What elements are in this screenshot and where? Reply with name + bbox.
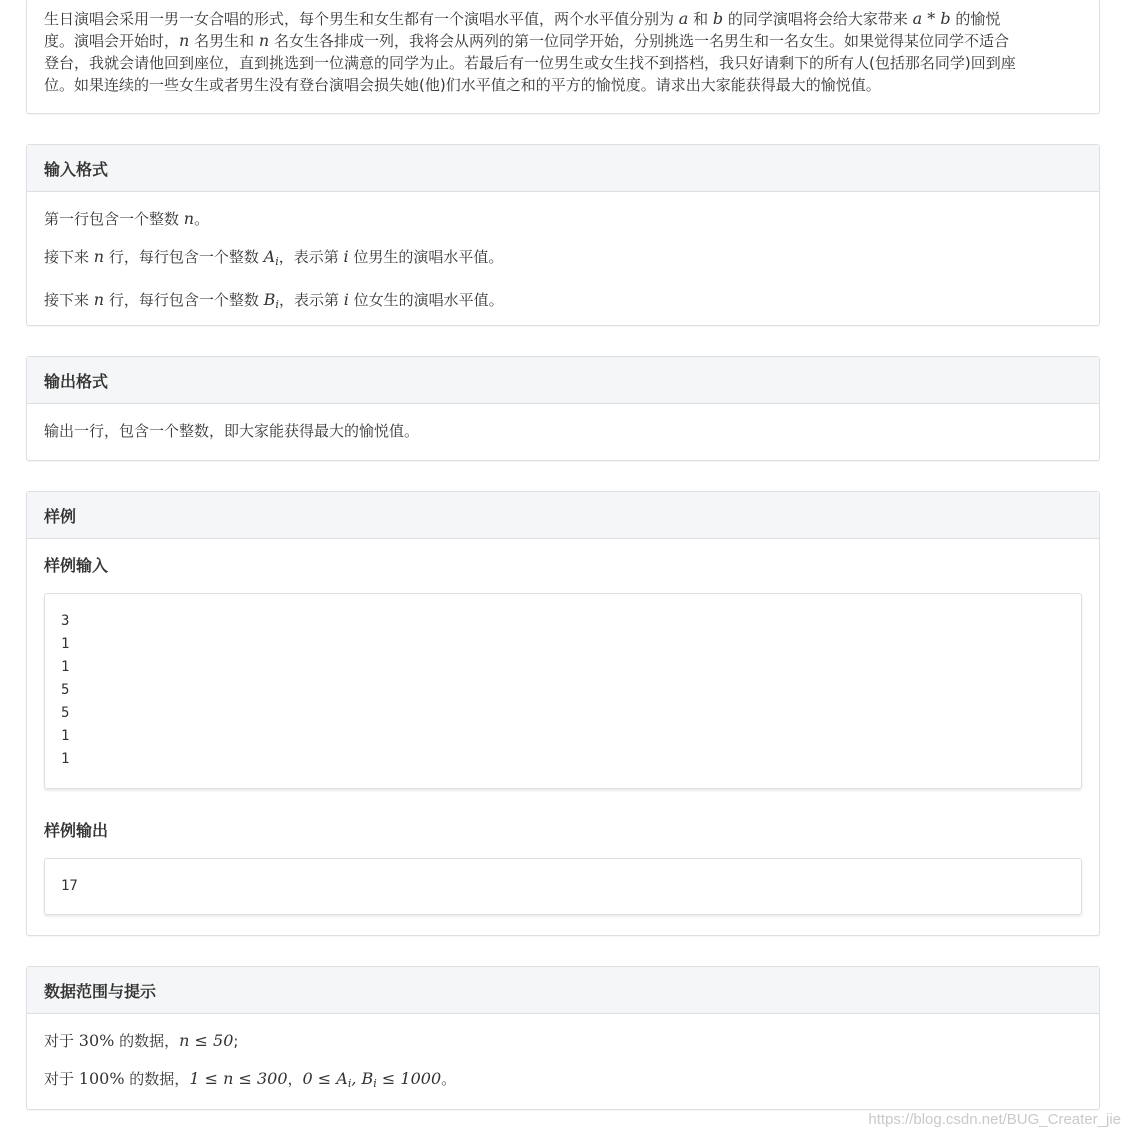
description-text: 登台，我就会请他回到座位，直到挑选到一位满意的同学为止。若最后有一位男生或女生找不到搭档，我只好请剩下的所有人(包括那名同学)回到座 xyxy=(44,54,1016,72)
math-le-1000: ≤ 1000 xyxy=(376,1069,442,1088)
constraints-panel xyxy=(26,966,1100,1110)
math-percent-30: 30% xyxy=(78,1031,115,1050)
math-subscript-i: i xyxy=(347,1077,352,1090)
input-format-text: ，表示第 xyxy=(278,248,344,266)
math-n: n xyxy=(93,290,105,309)
input-format-text: ，表示第 xyxy=(278,291,344,309)
math-B: , B xyxy=(351,1069,374,1088)
constraints-text: ， xyxy=(287,1070,303,1088)
math-n-range: 1 ≤ n ≤ 300 xyxy=(189,1069,288,1088)
input-format-line-1 xyxy=(44,208,1082,230)
math-subscript-i: i xyxy=(373,1077,377,1090)
input-format-text: 接下来 xyxy=(44,291,94,309)
description-line-4 xyxy=(44,74,1082,96)
constraints-line-1 xyxy=(44,1030,1082,1052)
constraints-text: 的数据， xyxy=(124,1070,190,1088)
description-text: 的同学演唱将会给大家带来 xyxy=(723,10,913,28)
sample-output-code[interactable]: 17 xyxy=(44,858,1082,915)
sample-panel xyxy=(26,491,1100,936)
math-n: n xyxy=(179,31,190,50)
description-text: 名女生各排成一列，我将会从两列的第一位同学开始，分别挑选一名男生和一名女生。如果觉得某位同学不适合 xyxy=(269,32,1009,50)
sample-input-code[interactable]: 3 1 1 5 5 1 1 xyxy=(44,593,1082,789)
output-format-panel xyxy=(26,356,1100,461)
description-line-2 xyxy=(44,30,1082,52)
output-format-title: 输出格式 xyxy=(27,357,1099,404)
description-text: 生日演唱会采用一男一女合唱的形式，每个男生和女生都有一个演唱水平值，两个水平值分别为 xyxy=(44,10,679,28)
math-i: i xyxy=(343,247,349,266)
math-i: i xyxy=(343,290,349,309)
description-text: 位。如果连续的一些女生或者男生没有登台演唱会损失她(他)们水平值之和的平方的愉悦度。请求出大家能获得最大的愉悦值。 xyxy=(44,76,881,94)
math-percent-100: 100% xyxy=(78,1069,125,1088)
description-text: 度。演唱会开始时， xyxy=(44,32,180,50)
math-A: A xyxy=(263,247,276,266)
math-A-range: 0 ≤ A xyxy=(302,1069,348,1088)
output-format-text: 输出一行，包含一个整数，即大家能获得最大的愉悦值。 xyxy=(44,422,420,440)
math-n: n xyxy=(258,31,270,50)
sample-output-title: 样例输出 xyxy=(44,821,109,840)
constraints-text: 。 xyxy=(441,1070,457,1088)
input-format-panel xyxy=(26,144,1100,326)
sample-input-title: 样例输入 xyxy=(44,556,109,575)
description-panel xyxy=(26,0,1100,114)
constraints-title: 数据范围与提示 xyxy=(27,967,1099,1014)
constraints-text: ; xyxy=(233,1032,239,1050)
input-format-text: 位女生的演唱水平值。 xyxy=(348,291,504,309)
math-n: n xyxy=(93,247,105,266)
input-format-text: 接下来 xyxy=(44,248,94,266)
input-format-title: 输入格式 xyxy=(27,145,1099,192)
input-format-line-2 xyxy=(44,246,1082,273)
description-text: 名男生和 xyxy=(189,32,259,50)
watermark: https://blog.csdn.net/BUG_Creater_jie xyxy=(868,1111,1121,1128)
input-format-text: 第一行包含一个整数 xyxy=(44,210,184,228)
description-text: 和 xyxy=(688,10,713,28)
description-line-1 xyxy=(44,8,1082,30)
math-b: b xyxy=(712,9,724,28)
input-format-text: 。 xyxy=(194,210,210,228)
math-n: n xyxy=(183,209,195,228)
math-B: B xyxy=(263,290,276,309)
description-text: 的愉悦 xyxy=(950,10,1001,28)
constraints-text: 对于 xyxy=(44,1070,79,1088)
constraints-line-2 xyxy=(44,1068,1082,1095)
input-format-line-3 xyxy=(44,289,1082,316)
input-format-text: 行，每行包含一个整数 xyxy=(104,291,264,309)
constraints-text: 的数据， xyxy=(114,1032,180,1050)
math-n-le-50: n ≤ 50 xyxy=(179,1031,234,1050)
math-a: a xyxy=(678,9,689,28)
input-format-text: 行，每行包含一个整数 xyxy=(104,248,264,266)
math-subscript-i: i xyxy=(275,255,279,268)
constraints-text: 对于 xyxy=(44,1032,79,1050)
description-line-3 xyxy=(44,52,1082,74)
input-format-text: 位男生的演唱水平值。 xyxy=(348,248,504,266)
math-subscript-i: i xyxy=(275,298,279,311)
math-a-times-b: a * b xyxy=(912,9,951,28)
sample-title: 样例 xyxy=(27,492,1099,539)
